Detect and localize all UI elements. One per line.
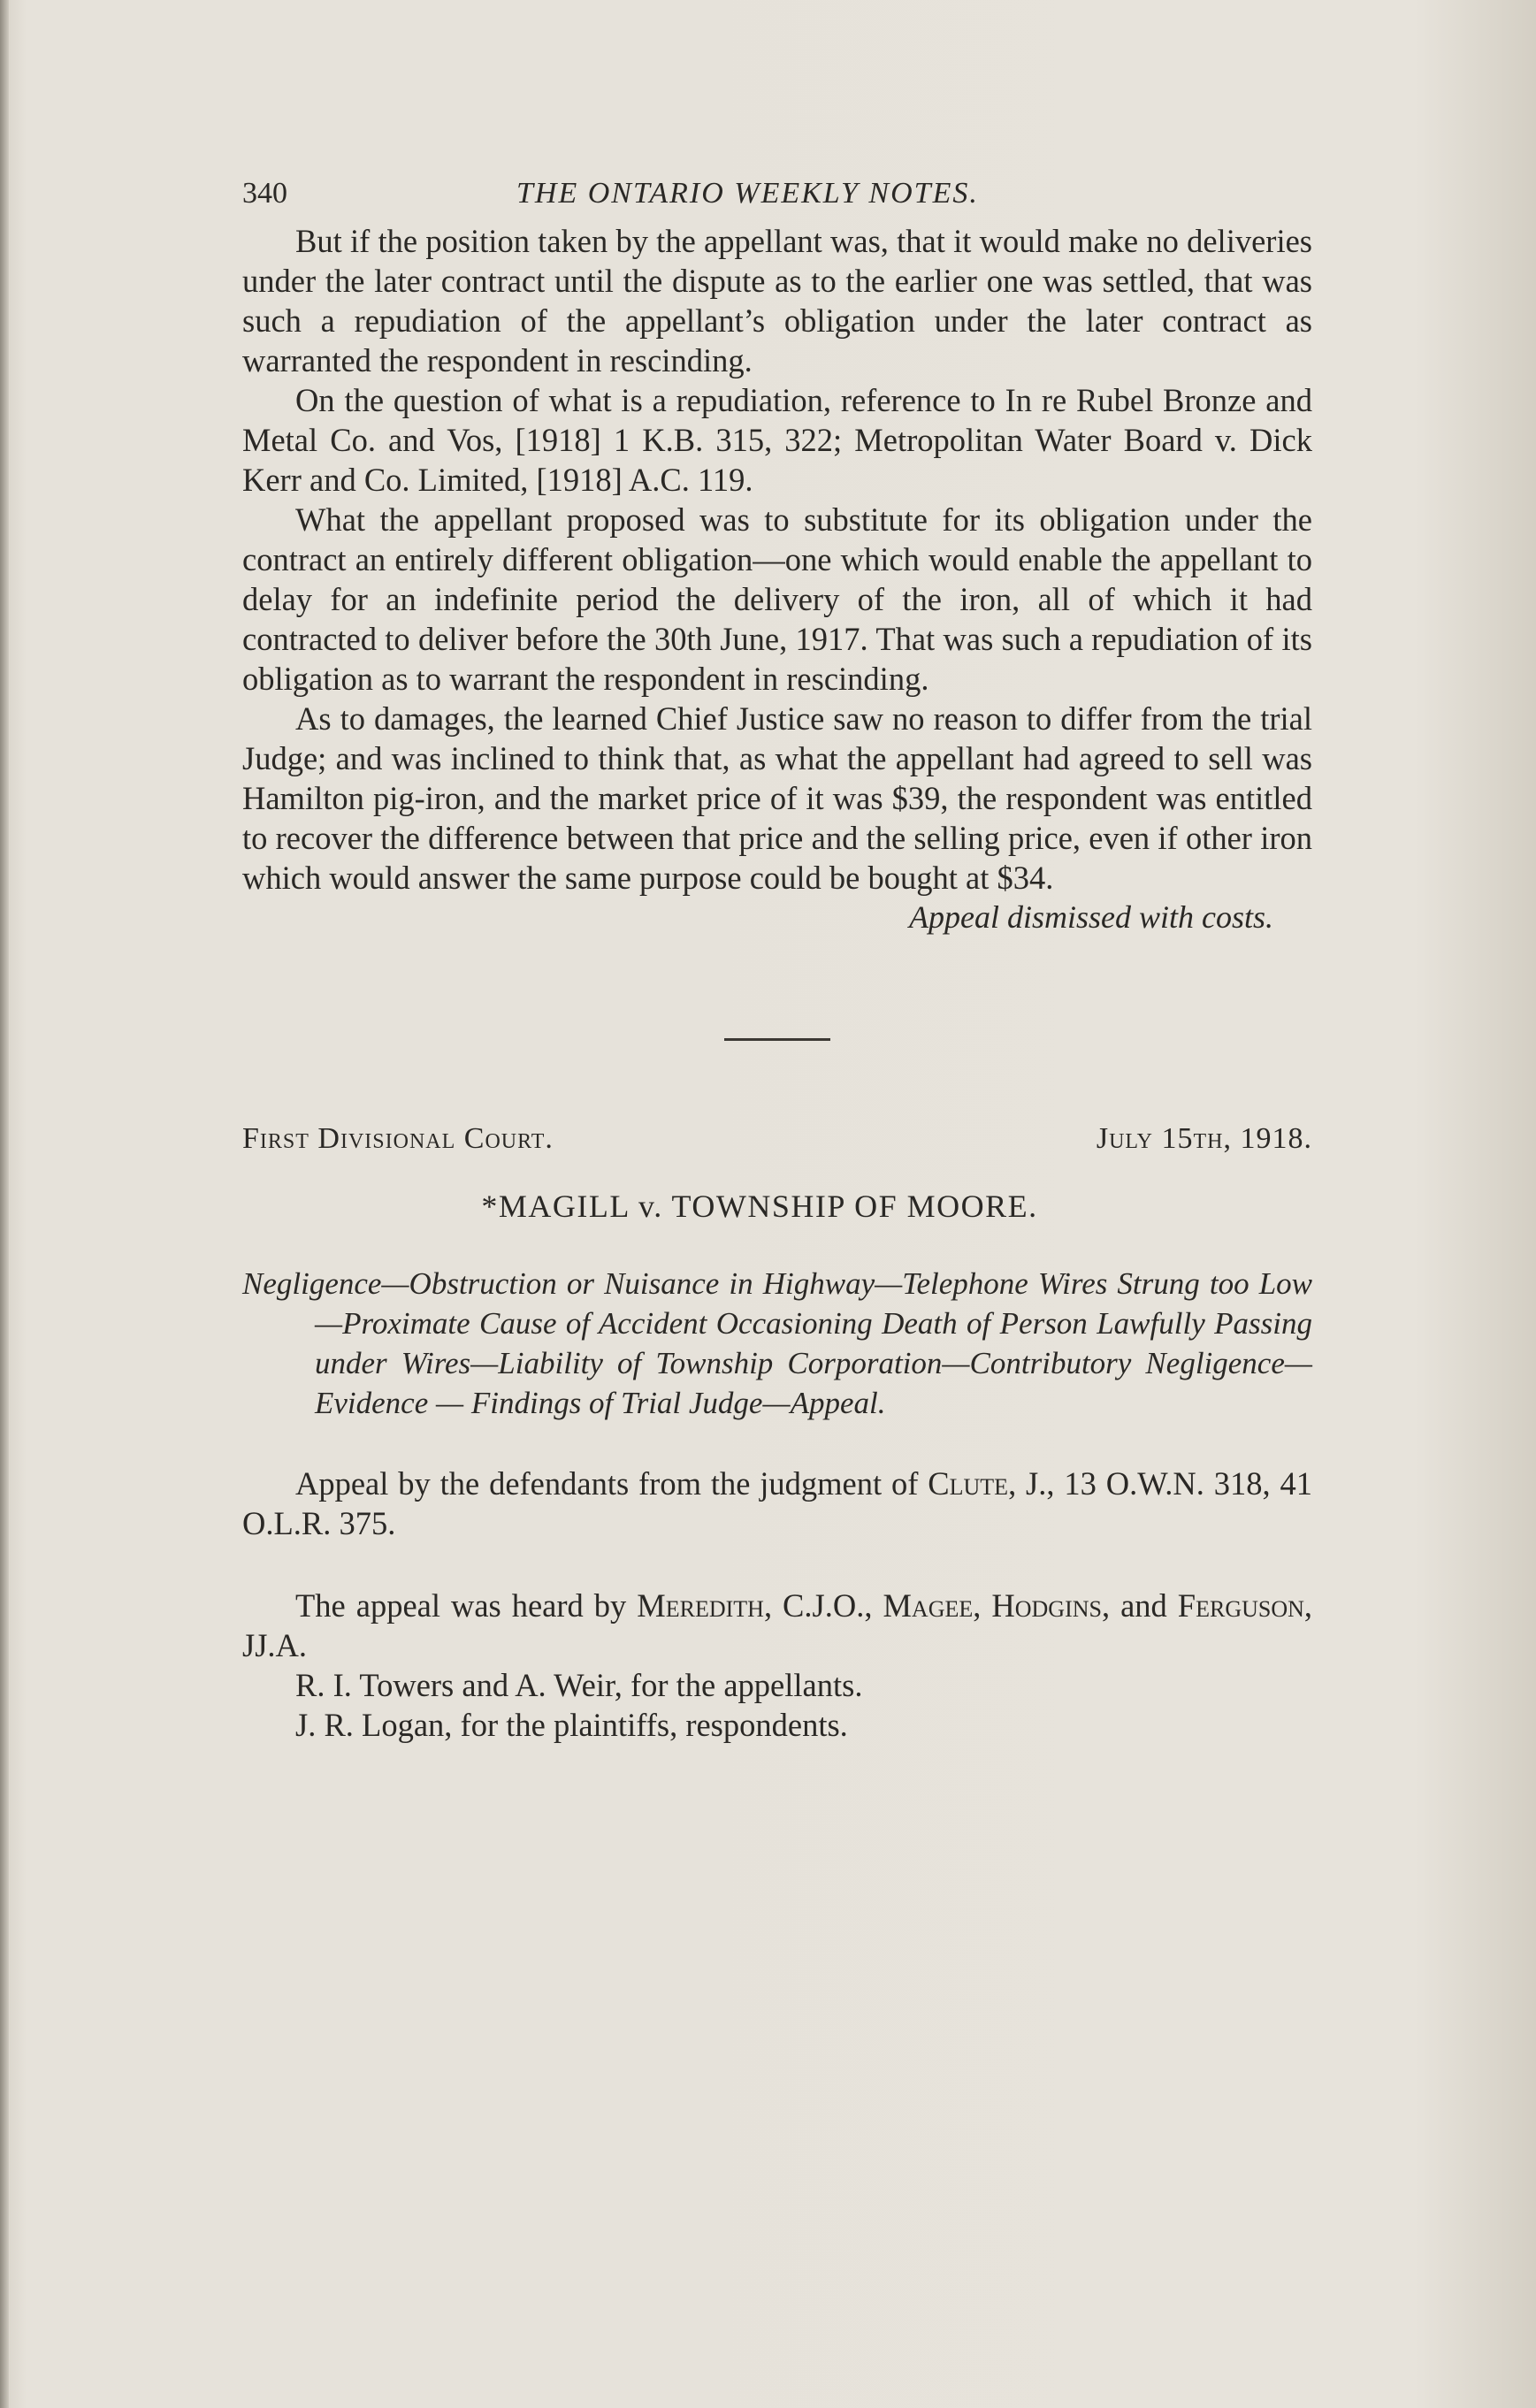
running-head xyxy=(242,177,1312,221)
disposition: Appeal dismissed with costs. xyxy=(909,899,1273,935)
judge-meredith: Meredith xyxy=(637,1587,764,1624)
appeal-intro-text: Appeal by the defendants from the judgment of xyxy=(295,1465,928,1502)
bench-paragraph xyxy=(242,1586,1312,1665)
section-divider xyxy=(724,1038,830,1041)
appeal-intro-paragraph xyxy=(242,1464,1312,1543)
paragraph-substitute-obligation: What the appellant proposed was to substitute for its obligation under the contract an entirely different obligation—one which would enable the appellant to delay for an indefinite period the delivery of the iron, all of which it had contracted to deliver before the 30th June, 1917. That was such a repudiation of its obligation as to warrant the respondent in rescinding. xyxy=(242,501,1312,697)
bench-separator: , xyxy=(973,1587,992,1624)
court-name: First Divisional Court. xyxy=(242,1122,554,1155)
heard-intro-text: The appeal was heard by xyxy=(295,1587,638,1624)
counsel-appellants: R. I. Towers and A. Weir, for the appellants. xyxy=(295,1667,863,1703)
judge-hodgins: Hodgins xyxy=(991,1587,1102,1624)
trial-judge-name: Clute xyxy=(928,1465,1009,1502)
case-title: *MAGILL v. TOWNSHIP OF MOORE. xyxy=(481,1189,1038,1224)
paragraph-repudiation-reference: On the question of what is a repudiation, reference to In re Rubel Bronze and Metal Co. and Vos, [1918] 1 K.B. 315, 322; Metropolitan Water Board v. Dick Kerr and Co. Limited, [1918] A.C. 119. xyxy=(242,382,1312,498)
journal-title: THE ONTARIO WEEKLY NOTES. xyxy=(516,177,979,210)
text-block xyxy=(242,177,1312,1745)
judge-magee: Magee xyxy=(883,1587,974,1624)
paragraph-repudiation-deliveries: But if the position taken by the appellant was, that it would make no deliveries under the later contract until the dispute as to the earlier one was settled, that was such a repudiation of the appellant’s obligation under the later contract as warranted the respondent in rescinding. xyxy=(242,223,1312,378)
headnote: Negligence—Obstruction or Nuisance in Highway—Telephone Wires Strung too Low—Proximate Cause of Accident Occasioning Death of Person Lawfully Passing under Wires—Liability of Township Corporation—Contributory Negligence—Evidence — Findings of Trial Judge—Appeal. xyxy=(242,1266,1312,1420)
court-line xyxy=(242,1122,1312,1156)
book-spine-shadow xyxy=(0,0,9,2408)
bench-title: , JJ.A. xyxy=(242,1587,1313,1663)
judge-meredith-title: , C.J.O., xyxy=(763,1587,883,1624)
paragraph-damages: As to damages, the learned Chief Justice saw no reason to differ from the trial Judge; and was inclined to think that, as what the appellant had agreed to sell was Hamilton pig-iron, and the market price of it was $39, the respondent was entitled to recover the difference between that price and the selling price, even if other iron which would answer the same purpose could be bought at $34. xyxy=(242,700,1312,896)
bench-and: , and xyxy=(1101,1587,1178,1624)
page-number: 340 xyxy=(242,177,287,210)
judge-ferguson: Ferguson xyxy=(1177,1587,1304,1624)
counsel-respondents: J. R. Logan, for the plaintiffs, respondents. xyxy=(295,1707,848,1743)
trial-citation: , J., 13 O.W.N. 318, 41 O.L.R. 375. xyxy=(242,1465,1312,1541)
judgment-date: July 15th, 1918. xyxy=(1096,1122,1312,1155)
